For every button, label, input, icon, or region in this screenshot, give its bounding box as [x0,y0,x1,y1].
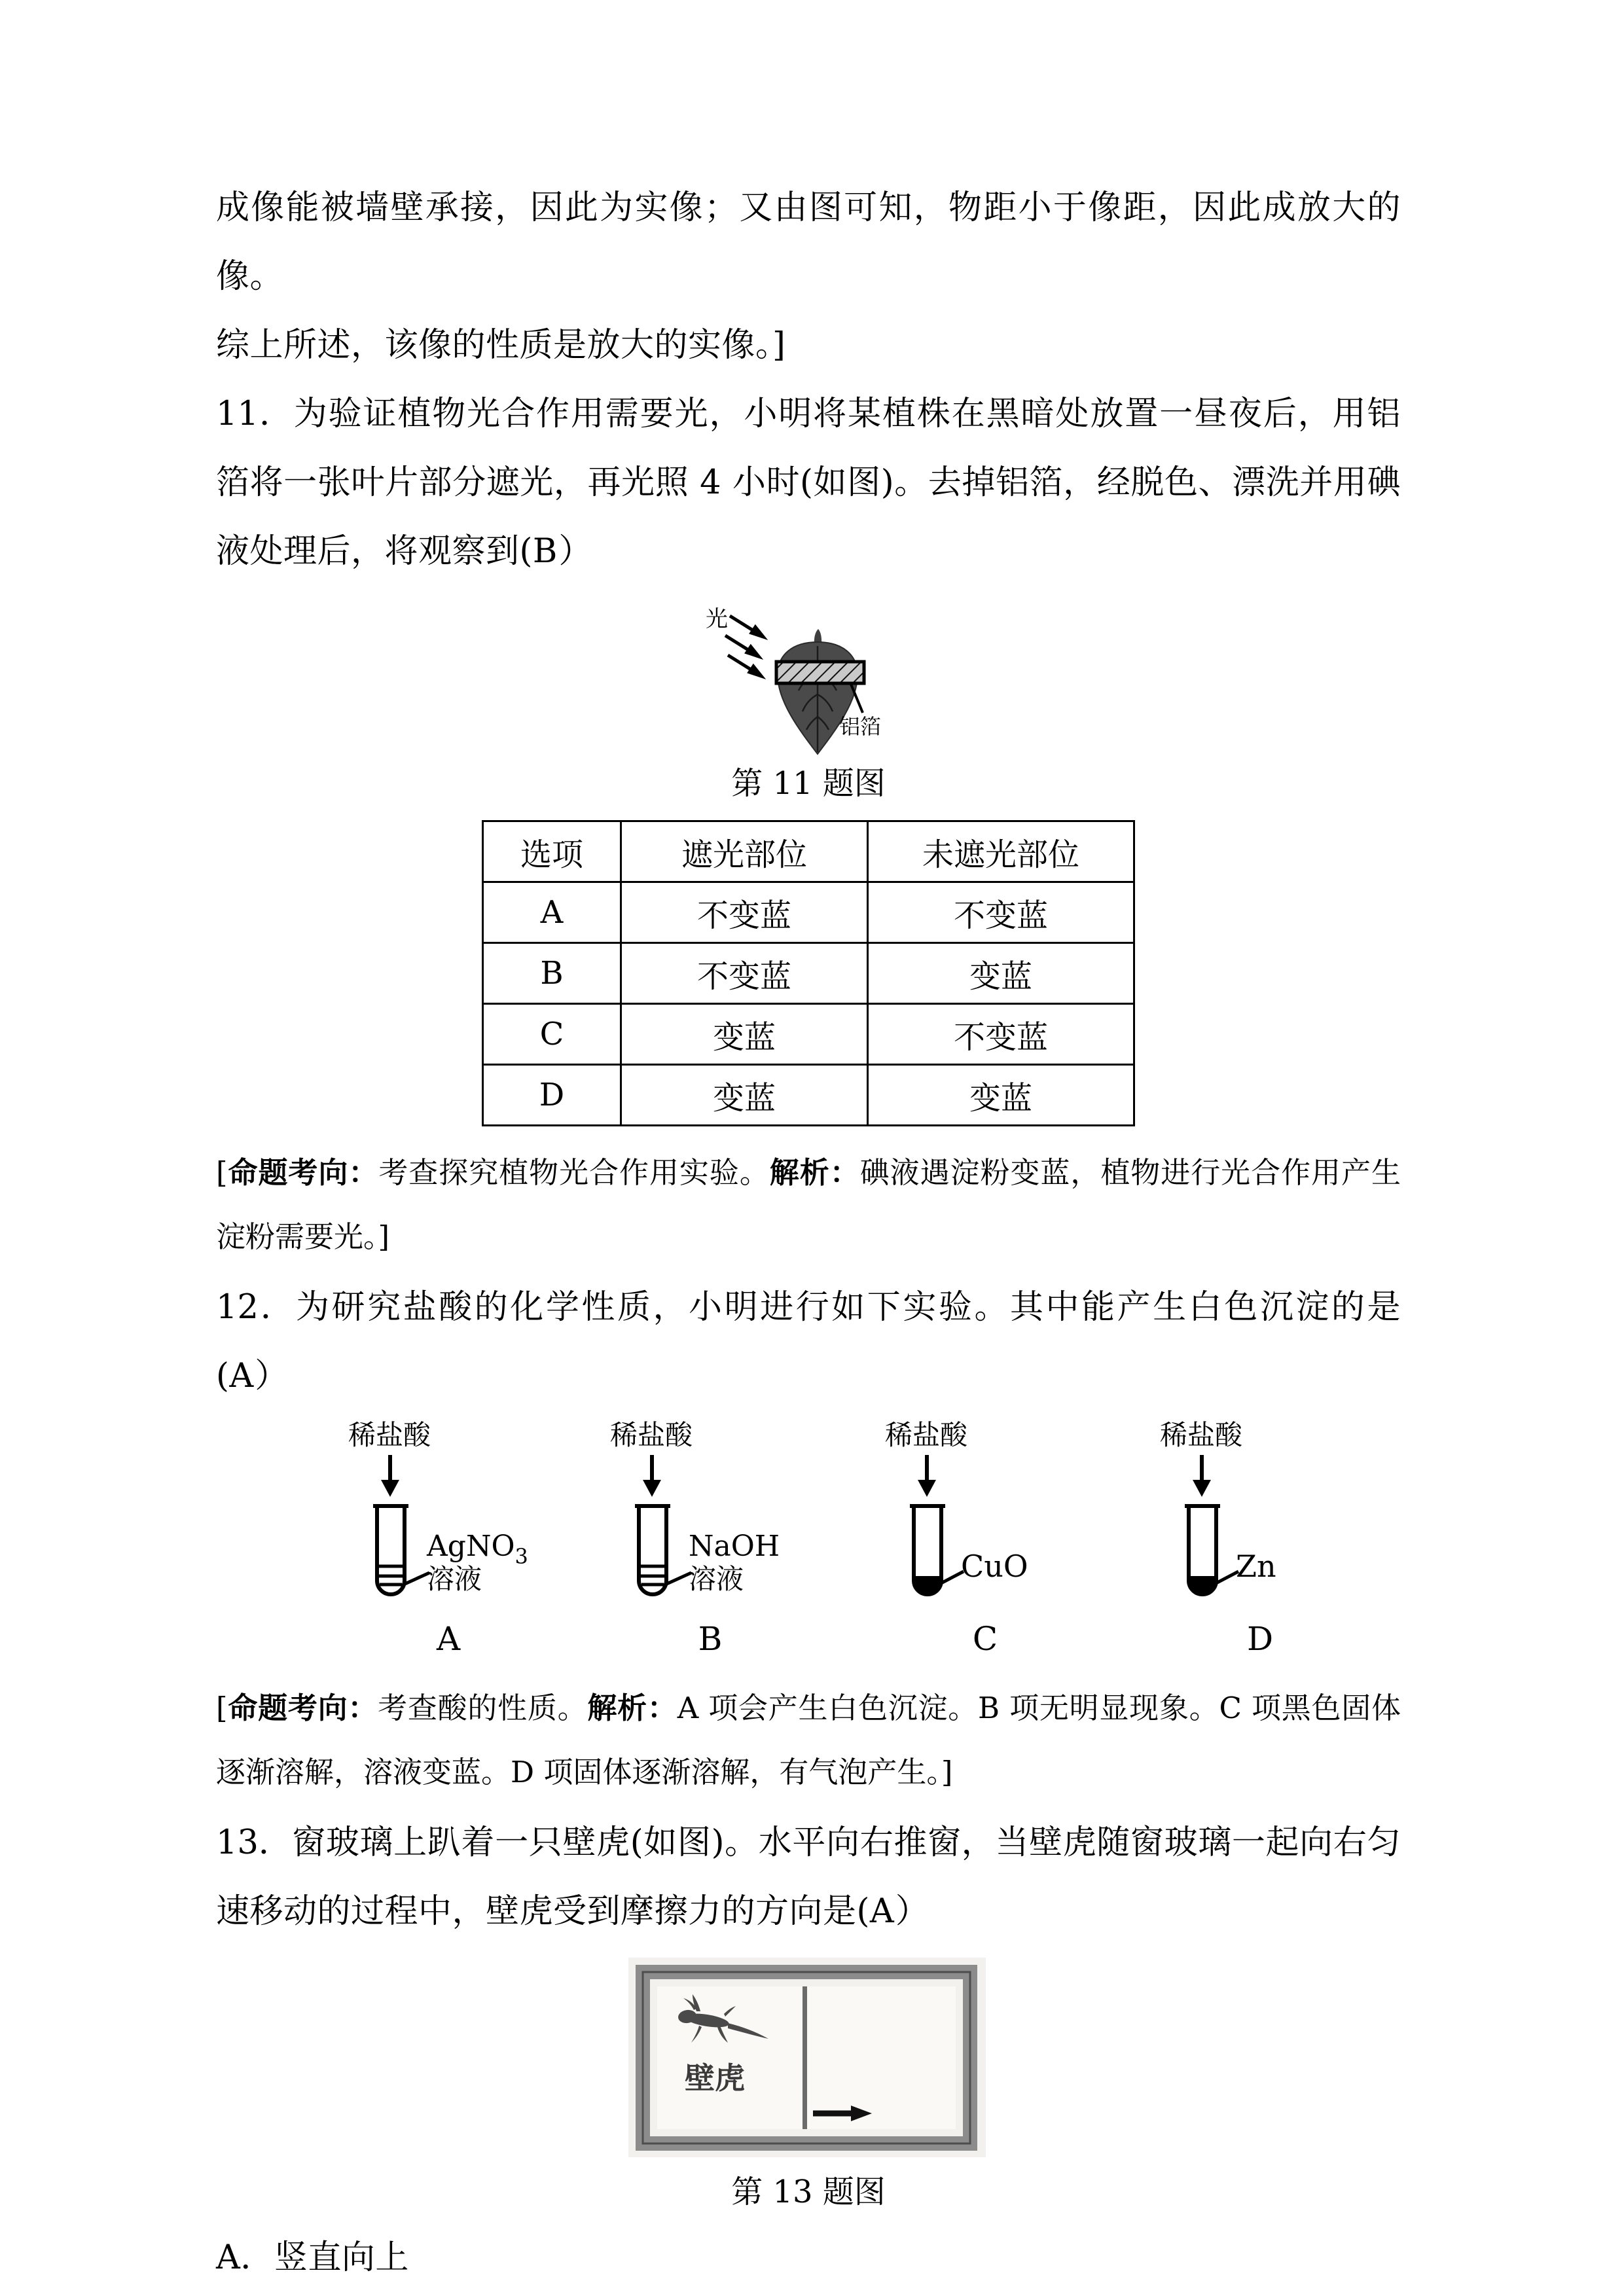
question-13-number: 13． [216,1823,293,1862]
tube-content-solution-b: 溶液 [689,1563,744,1595]
acid-label-b: 稀盐酸 [610,1419,693,1451]
table-cell-shaded: 变蓝 [621,1004,868,1065]
question-13-stem [216,1808,1401,1946]
table-header-shaded: 遮光部位 [621,821,868,882]
table-header-unshaded: 未遮光部位 [868,821,1134,882]
test-tube-diagram-a [340,1417,556,1620]
question-11-stem-text: 为验证植物光合作用需要光，小明将某植株在黑暗处放置一昼夜后，用铝箔将一张叶片部分遮光，再光照 4 小时(如图)。去掉铝箔，经脱色、漂洗并用碘液处理后，将观察到( [216,395,1401,571]
explanation-label-focus: 命题考向 [227,1155,349,1190]
tube-body-b [635,1506,670,1594]
question-13-figure-caption: 第 13 题图 [731,2174,886,2210]
tube-content-formula-b: NaOH [689,1530,780,1563]
table-cell-shaded: 变蓝 [621,1065,868,1126]
question-11-figure-caption: 第 11 题图 [731,765,886,802]
test-tube-diagram-c [877,1417,1093,1620]
table-cell-unshaded: 变蓝 [868,1065,1134,1126]
explanation-label-focus: 命题考向 [227,1691,348,1725]
question-11-explanation [216,1141,1401,1269]
table-cell-unshaded: 不变蓝 [868,1004,1134,1065]
test-tube-diagram-d [1152,1417,1368,1620]
table-row [483,943,1134,1004]
question-13-stem-text: 窗玻璃上趴着一只壁虎(如图)。水平向右推窗，当壁虎随窗玻璃一起向右匀速移动的过程中，壁虎受到摩擦力的方向是( [216,1823,1401,1931]
tube-content-formula-c: CuO [961,1549,1028,1584]
question-11-options-table [482,820,1135,1126]
acid-label-c: 稀盐酸 [885,1419,968,1451]
question-12-stem-text: 为研究盐酸的化学性质，小明进行如下实验。其中能产生白色沉淀的是( [216,1288,1401,1395]
explanation-colon-2: ： [829,1155,860,1190]
tube-body-a [373,1506,408,1594]
light-label: 光 [706,606,728,632]
explanation-focus-text: 考查探究植物光合作用实验。 [378,1155,770,1190]
tube-letter-b: B [698,1620,723,1658]
test-tube-unit-d [1152,1417,1368,1620]
tube-letter-a: A [436,1620,461,1658]
explanation-open-bracket: [ [216,1691,228,1725]
table-header-row [483,821,1134,882]
table-cell-unshaded: 不变蓝 [868,882,1134,943]
tube-letter-c: C [972,1620,998,1658]
aluminum-foil-band [776,662,864,683]
explanation-open-bracket: [ [216,1155,228,1190]
light-rays [725,616,763,676]
table-cell-unshaded: 变蓝 [868,943,1134,1004]
table-cell-option: A [483,882,621,943]
table-cell-shaded: 不变蓝 [621,943,868,1004]
acid-arrow-d [1193,1455,1211,1497]
question-12-answer: A [229,1357,255,1395]
gecko-window-photo [628,1958,986,2157]
explanation-label-analysis: 解析 [587,1691,647,1725]
question-12-option-letters [216,1620,1401,1663]
question-12-number: 12． [216,1288,296,1327]
table-row [483,882,1134,943]
table-row [483,1065,1134,1126]
test-tube-unit-b [602,1417,818,1620]
window-mullion [803,1986,807,2129]
acid-label-a: 稀盐酸 [348,1419,431,1451]
explanation-colon-2: ： [647,1691,677,1725]
table-cell-shaded: 不变蓝 [621,882,868,943]
question-11-answer: B [532,532,559,571]
page-content [216,173,1401,2292]
question-11-figure [216,595,1401,759]
tube-content-solution-a: 溶液 [427,1563,482,1595]
acid-arrow-a [381,1455,399,1497]
carryover-explanation-line1: 成像能被墙壁承接，因此为实像；又由图可知，物距小于像距，因此成放大的像。 [216,188,1401,296]
acid-label-d: 稀盐酸 [1160,1419,1243,1451]
tube-liquid-a [378,1566,403,1585]
question-13-answer: A [869,1892,895,1931]
question-12-stem-close: ） [255,1357,289,1395]
question-11-stem [216,380,1401,586]
table-cell-option: D [483,1065,621,1126]
leaf-foil-diagram [694,595,956,759]
question-12-stem [216,1273,1401,1410]
tube-letter-d: D [1246,1620,1274,1658]
question-13-figure [216,1958,1401,2167]
foil-label: 铝箔 [839,714,882,739]
question-11-number: 11． [216,395,294,433]
test-tube-unit-a [340,1417,556,1620]
explanation-label-analysis: 解析 [769,1155,830,1190]
explanation-colon-1: ： [348,1691,378,1725]
question-12-figure [216,1417,1401,1620]
question-13-option-a: A．竖直向上 [216,2238,409,2277]
table-cell-option: C [483,1004,621,1065]
question-12-explanation [216,1676,1401,1804]
explanation-focus-text: 考查酸的性质。 [378,1691,588,1725]
carryover-explanation-line2: 综上所述，该像的性质是放大的实像。] [216,326,786,365]
tube-content-formula-d: Zn [1236,1549,1276,1584]
formula-main-a: AgNO [427,1530,515,1563]
test-tube-unit-c [877,1417,1093,1620]
table-cell-option: B [483,943,621,1004]
explanation-colon-1: ： [348,1155,379,1190]
formula-sub-a: 3 [514,1544,528,1569]
explanation-analysis-text: A 项会产生白色沉淀。B 项无明显现象。C 项黑色固体逐渐溶解，溶液变蓝。D 项固体逐渐溶解，有气泡产生。] [216,1691,1401,1789]
tube-liquid-b [640,1566,665,1585]
acid-arrow-b [643,1455,661,1497]
question-13-stem-close: ） [895,1892,929,1931]
table-row [483,1004,1134,1065]
test-tube-diagram-b [602,1417,818,1620]
table-header-option: 选项 [483,821,621,882]
acid-arrow-c [918,1455,936,1497]
question-11-stem-close: ） [558,532,592,571]
gecko-label: 壁虎 [685,2060,745,2096]
explanation-analysis-text: 碘液遇淀粉变蓝，植物进行光合作用产生淀粉需要光。] [216,1155,1401,1254]
